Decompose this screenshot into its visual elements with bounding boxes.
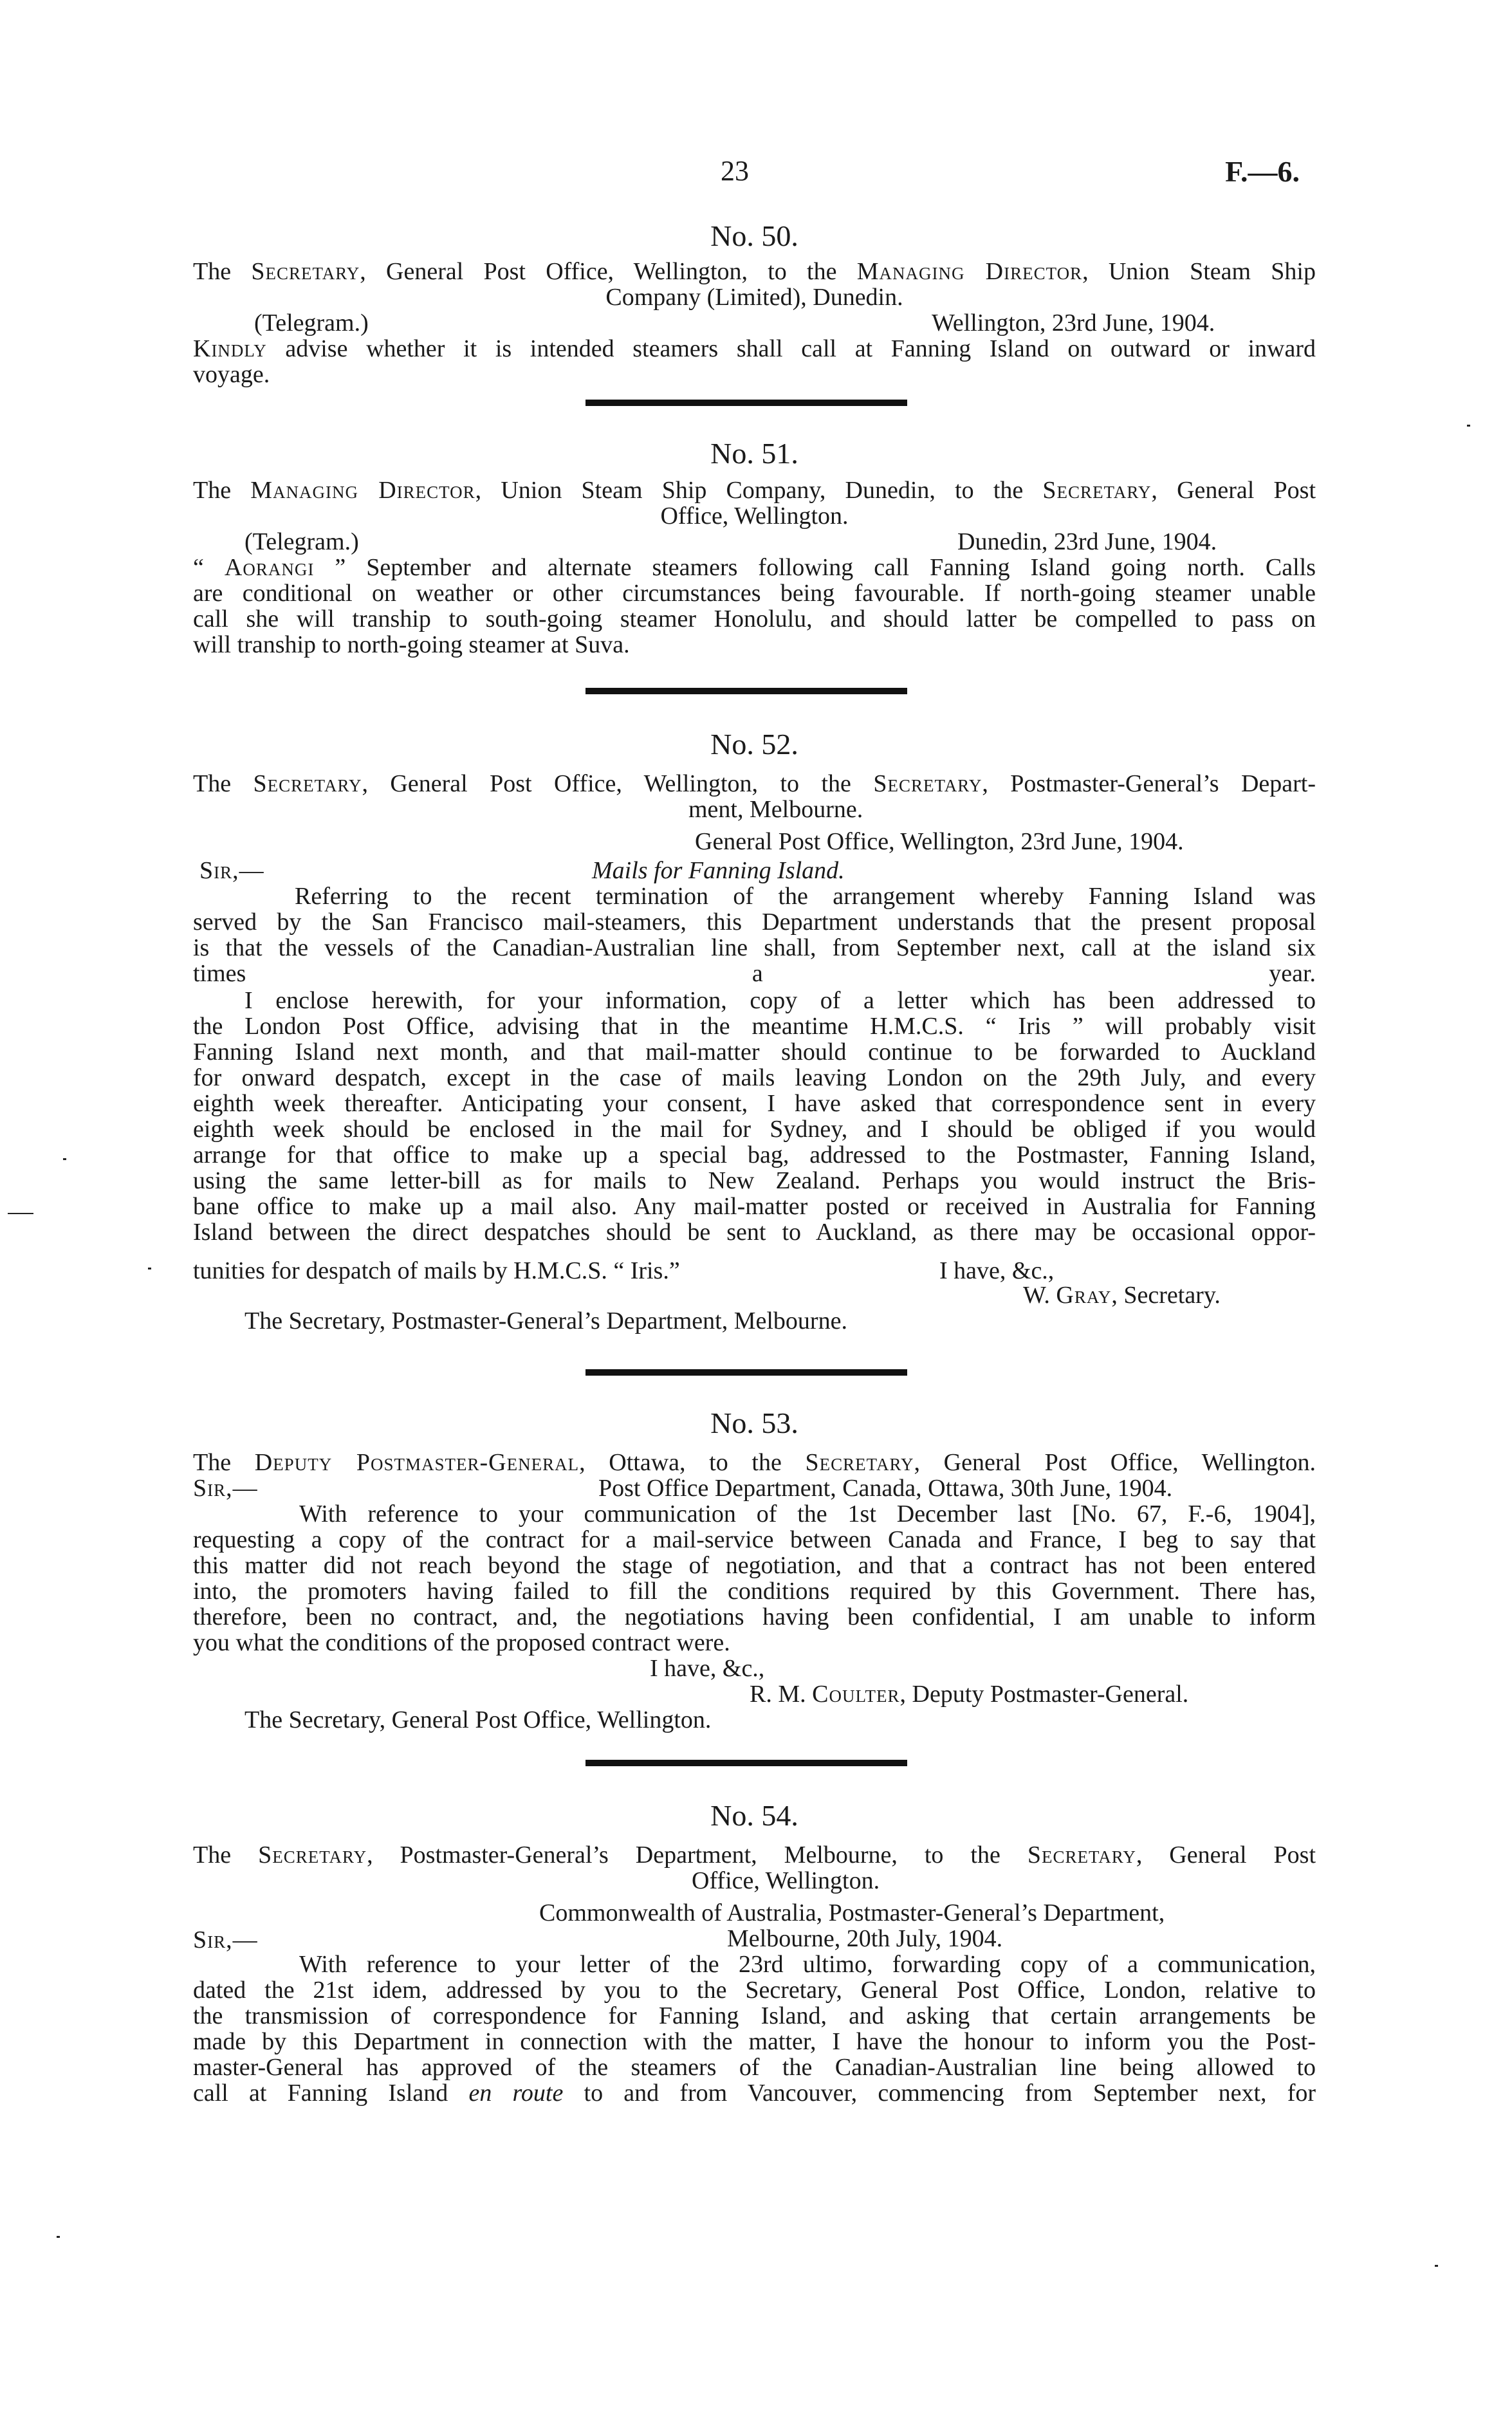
scan-speck xyxy=(63,1158,66,1160)
no50-body-line-1 xyxy=(193,336,1316,362)
body-line: times a year. xyxy=(193,960,1316,987)
recipient-title: Secretary xyxy=(805,1449,914,1476)
scan-speck xyxy=(148,1268,151,1269)
sender-title: Secretary xyxy=(251,258,360,285)
body-line: With reference to your letter of the 23rd ultimo, forwarding copy of a communication, xyxy=(299,1951,1316,1978)
scan-speck xyxy=(1435,2265,1438,2267)
body-line: Referring to the recent termination of the arrangement whereby Fanning Island was xyxy=(295,883,1316,910)
recipient-title: Managing Director xyxy=(856,258,1083,285)
text: , General Post xyxy=(1136,1841,1316,1869)
section-heading-no-51: No. 51. xyxy=(710,437,798,470)
text: , Secretary. xyxy=(1111,1282,1221,1309)
text: “ xyxy=(193,554,225,581)
section-divider xyxy=(585,400,907,406)
signatory-name: Coulter xyxy=(812,1681,900,1708)
no51-body-line-2: are conditional on weather or other circumstances being favourable. If north-going steamer unable xyxy=(193,580,1316,607)
no54-from-line xyxy=(193,1842,1316,1868)
no50-from-line-2: Company (Limited), Dunedin. xyxy=(605,284,903,311)
body-line: made by this Department in connection with the matter, I have the honour to inform you the Post- xyxy=(193,2028,1316,2055)
text: The xyxy=(193,1841,259,1869)
no52-address: General Post Office, Wellington, 23rd June, 1904. xyxy=(695,828,1184,855)
body-line: Island between the direct despatches should be sent to Auckland, as there may be occasional oppor- xyxy=(193,1219,1316,1246)
page-reference: F.—6. xyxy=(1225,155,1300,188)
no52-body-last-line: tunities for despatch of mails by H.M.C.S. “ Iris.” xyxy=(193,1257,680,1284)
no52-from-line xyxy=(193,771,1316,797)
no50-from-line xyxy=(193,259,1316,284)
body-line: I enclose herewith, for your information, copy of a letter which has been addressed to xyxy=(244,987,1316,1014)
no51-from-line-2: Office, Wellington. xyxy=(660,503,849,530)
body-line: served by the San Francisco mail-steamers, this Department understands that the present proposal xyxy=(193,909,1316,936)
text: The xyxy=(193,258,252,285)
body-line: Fanning Island next month, and that mail-matter should continue to be forwarded to Auckland xyxy=(193,1038,1316,1066)
body-line: is that the vessels of the Canadian-Australian line shall, from September next, call at the island six xyxy=(193,934,1316,961)
text: call at Fanning Island xyxy=(193,2080,469,2107)
section-divider xyxy=(585,1760,907,1766)
italic-phrase: en route xyxy=(468,2080,564,2107)
recipient-title: Secretary xyxy=(873,770,982,797)
no52-closing: I have, &c., xyxy=(939,1257,1055,1284)
text: , General Post xyxy=(1151,477,1316,504)
scan-speck xyxy=(8,1213,33,1214)
recipient-title: Secretary xyxy=(1027,1841,1136,1869)
section-heading-no-53: No. 53. xyxy=(710,1407,798,1439)
no50-body-line-2: voyage. xyxy=(193,361,270,388)
text: The xyxy=(193,477,251,504)
text: , Ottawa, to the xyxy=(579,1449,806,1476)
no50-telegram-label: (Telegram.) xyxy=(254,309,369,337)
no54-from-line-2: Office, Wellington. xyxy=(692,1867,880,1894)
ship-name: Aorangi xyxy=(224,554,315,581)
text: The xyxy=(193,770,254,797)
sender-title: Managing Director xyxy=(250,477,475,504)
body-line: eighth week thereafter. Anticipating your consent, I have asked that correspondence sent in every xyxy=(193,1090,1316,1117)
text: , General Post Office, Wellington, to the xyxy=(360,258,857,285)
body-line: eighth week should be enclosed in the mail for Sydney, and I should be obliged if you would xyxy=(193,1116,1316,1143)
no54-salutation: Sir,— xyxy=(193,1926,258,1953)
body-line: With reference to your communication of the 1st December last [No. 67, F.-6, 1904], xyxy=(299,1500,1316,1528)
no53-address: Post Office Department, Canada, Ottawa, 30th June, 1904. xyxy=(598,1475,1173,1502)
scan-speck xyxy=(57,2236,60,2238)
no53-addressee: The Secretary, General Post Office, Wellington. xyxy=(244,1706,712,1733)
text: to and from Vancouver, commencing from September next, for xyxy=(563,2080,1316,2107)
body-line: the transmission of correspondence for Fanning Island, and asking that certain arrangements be xyxy=(193,2002,1316,2029)
no51-body-line-3: call she will tranship to south-going steamer Honolulu, and should latter be compelled to pass on xyxy=(193,605,1316,632)
no53-from-line xyxy=(193,1450,1316,1475)
section-divider xyxy=(585,688,907,694)
text: , Union Steam Ship xyxy=(1082,258,1316,285)
no51-telegram-label: (Telegram.) xyxy=(244,528,359,555)
signatory-name: Gray xyxy=(1056,1282,1112,1309)
no52-from-line-2: ment, Melbourne. xyxy=(688,796,863,823)
no51-from-line xyxy=(193,477,1316,503)
no52-signature xyxy=(1023,1282,1221,1308)
text: , General Post Office, Wellington. xyxy=(914,1449,1316,1476)
text: , General Post Office, Wellington, to the xyxy=(362,770,874,797)
body-line: for onward despatch, except in the case of mails leaving London on the 29th July, and every xyxy=(193,1064,1316,1091)
sender-title: Deputy Postmaster-General xyxy=(254,1449,580,1476)
text: Kindly xyxy=(193,335,267,362)
no52-salutation: Sir,— xyxy=(199,857,264,884)
section-heading-no-52: No. 52. xyxy=(710,728,798,761)
body-line: into, the promoters having failed to fill the conditions required by this Government. There has, xyxy=(193,1578,1316,1605)
text: , Postmaster-General’s Department, Melbourne, to the xyxy=(367,1841,1028,1869)
text: , Deputy Postmaster-General. xyxy=(899,1681,1189,1708)
body-line: bane office to make up a mail also. Any mail-matter posted or received in Australia for Fanning xyxy=(193,1193,1316,1220)
sender-title: Secretary xyxy=(258,1841,367,1869)
no51-dateline: Dunedin, 23rd June, 1904. xyxy=(957,528,1217,555)
no52-subject: Mails for Fanning Island. xyxy=(592,857,845,884)
section-divider xyxy=(585,1369,907,1376)
body-line: this matter did not reach beyond the stage of negotiation, and that a contract has not been entered xyxy=(193,1552,1316,1579)
text: advise whether it is intended steamers shall call at Fanning Island on outward or inward xyxy=(266,335,1316,362)
no54-address-line-2: Melbourne, 20th July, 1904. xyxy=(727,1925,1003,1952)
no51-body-line-1 xyxy=(193,555,1316,580)
body-line: therefore, been no contract, and, the negotiations having been confidential, I am unable to inform xyxy=(193,1603,1316,1630)
body-line: requesting a copy of the contract for a mail-service between Canada and France, I beg to say that xyxy=(193,1526,1316,1553)
text: The xyxy=(193,1449,255,1476)
no51-body-line-4: will tranship to north-going steamer at Suva. xyxy=(193,631,630,658)
body-line: master-General has approved of the steamers of the Canadian-Australian line being allowed to xyxy=(193,2054,1316,2081)
text: W. xyxy=(1023,1282,1056,1309)
body-line: using the same letter-bill as for mails to New Zealand. Perhaps you would instruct the Bris- xyxy=(193,1167,1316,1194)
no53-body-last-line: you what the conditions of the proposed contract were. xyxy=(193,1629,730,1656)
page-number: 23 xyxy=(721,155,749,187)
text: , Union Steam Ship Company, Dunedin, to the xyxy=(475,477,1043,504)
recipient-title: Secretary xyxy=(1042,477,1152,504)
no53-signature xyxy=(750,1681,1188,1707)
text: ” September and alternate steamers following call Fanning Island going north. Calls xyxy=(314,554,1316,581)
no53-closing: I have, &c., xyxy=(650,1655,765,1682)
scan-speck xyxy=(1467,425,1470,427)
body-line: the London Post Office, advising that in the meantime H.M.C.S. “ Iris ” will probably visit xyxy=(193,1013,1316,1040)
no53-salutation: Sir,— xyxy=(193,1475,258,1502)
sender-title: Secretary xyxy=(253,770,362,797)
body-line: arrange for that office to make up a special bag, addressed to the Postmaster, Fanning Island, xyxy=(193,1141,1316,1168)
no54-address-line-1: Commonwealth of Australia, Postmaster-General’s Department, xyxy=(539,1899,1165,1926)
section-heading-no-50: No. 50. xyxy=(710,219,798,252)
no54-body-last-line xyxy=(193,2080,1316,2106)
no50-dateline: Wellington, 23rd June, 1904. xyxy=(932,309,1215,337)
no52-addressee: The Secretary, Postmaster-General’s Department, Melbourne. xyxy=(244,1307,847,1334)
text: , Postmaster-General’s Depart- xyxy=(982,770,1316,797)
body-line: dated the 21st idem, addressed by you to the Secretary, General Post Office, London, relative to xyxy=(193,1977,1316,2004)
section-heading-no-54: No. 54. xyxy=(710,1799,798,1832)
text: R. M. xyxy=(750,1681,813,1708)
